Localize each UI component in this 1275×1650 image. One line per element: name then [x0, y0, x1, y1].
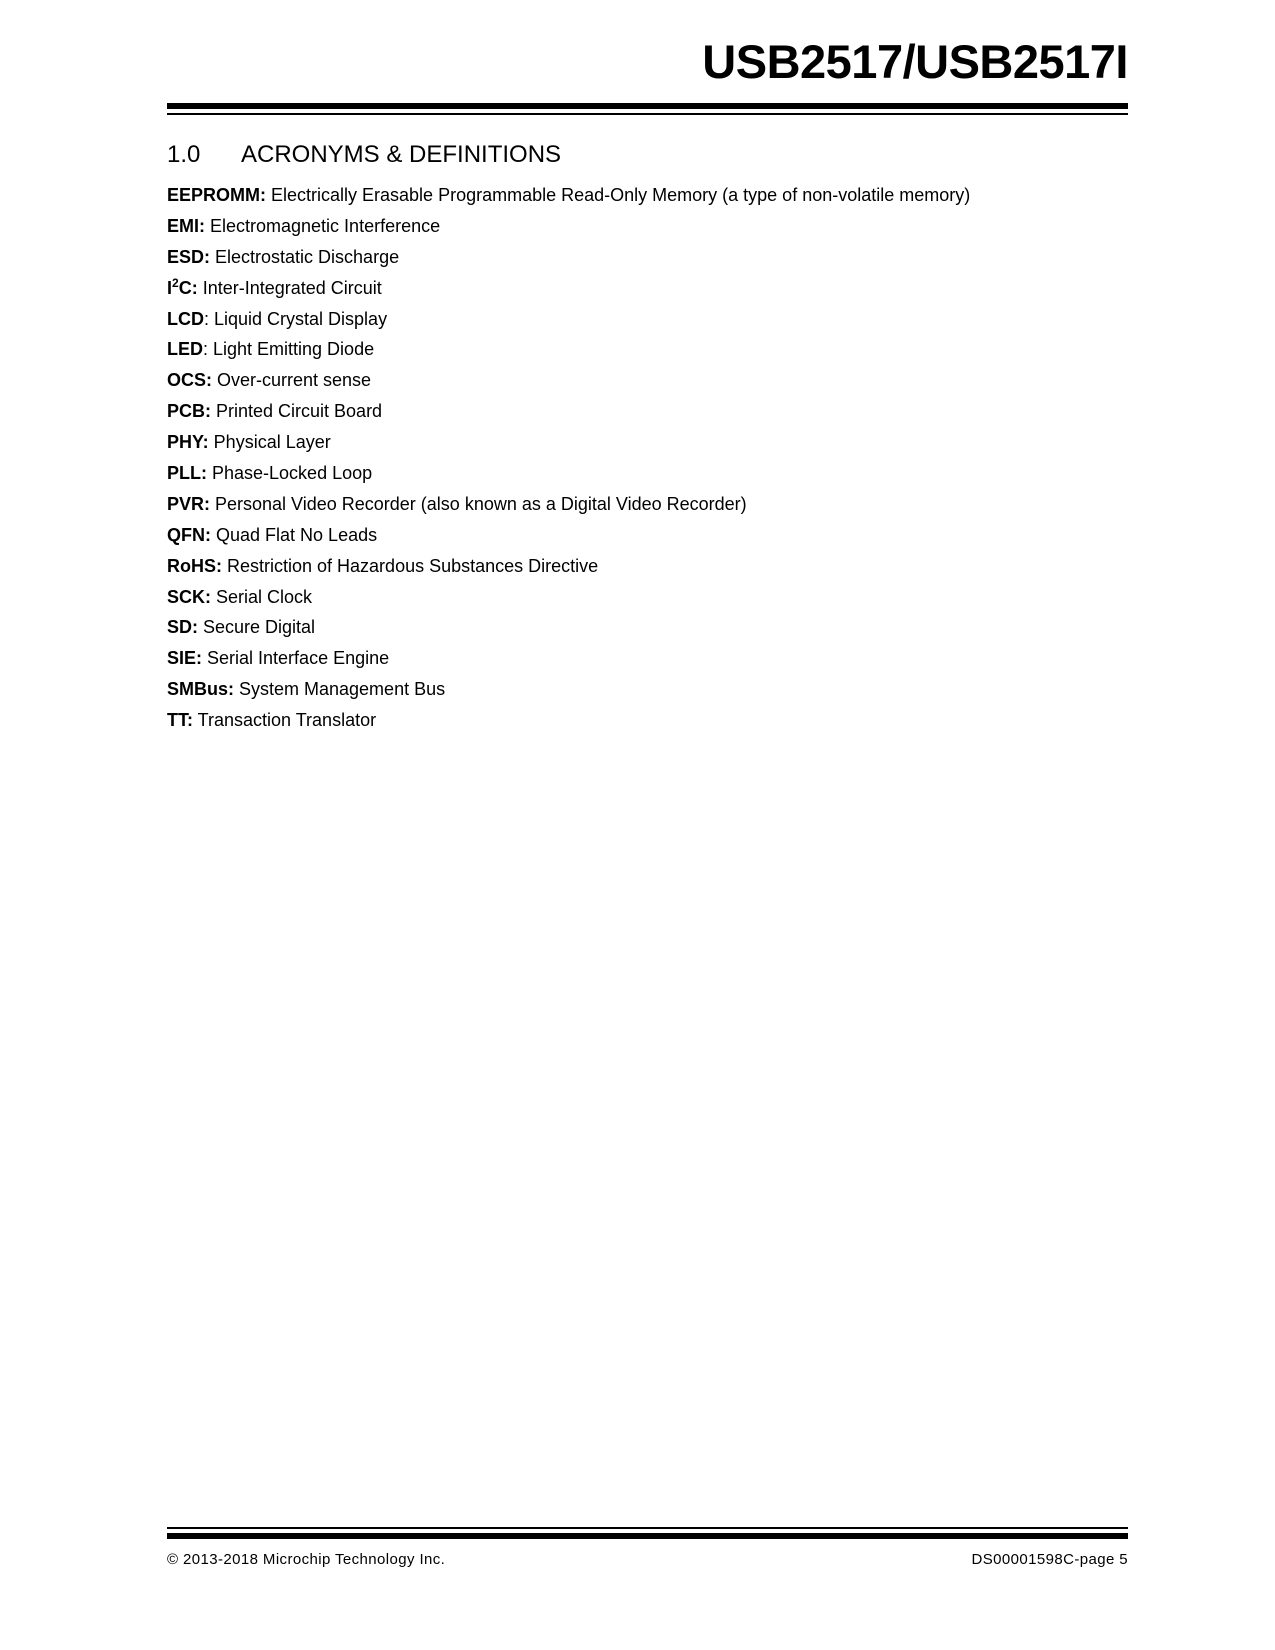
- definition-text: Transaction Translator: [193, 710, 377, 731]
- definition-item: [167, 585, 970, 616]
- definition-item: [167, 337, 970, 368]
- footer-copyright: © 2013-2018 Microchip Technology Inc.: [167, 1551, 446, 1568]
- definition-text: Printed Circuit Board: [211, 401, 383, 422]
- definition-term: EMI:: [167, 215, 205, 236]
- definition-term: [167, 275, 198, 298]
- definition-term: PLL:: [167, 463, 207, 484]
- definition-item: [167, 646, 970, 677]
- definition-text: Physical Layer: [208, 432, 331, 453]
- definition-item: [167, 245, 970, 276]
- definition-item: [167, 368, 970, 399]
- section-heading: [167, 142, 561, 168]
- definition-term: ESD:: [167, 246, 211, 267]
- definition-text: Serial Clock: [211, 586, 313, 607]
- definition-term: SCK:: [167, 586, 211, 607]
- definition-text: Secure Digital: [198, 617, 316, 638]
- definition-term: SD:: [167, 617, 198, 638]
- definition-item: [167, 307, 970, 338]
- definition-term: SMBus:: [167, 679, 234, 700]
- definition-item: [167, 214, 970, 245]
- definition-text: System Management Bus: [234, 679, 446, 700]
- header-rule-thick: [167, 103, 1128, 109]
- definition-text: Quad Flat No Leads: [211, 524, 378, 545]
- definition-term: RoHS:: [167, 555, 222, 576]
- definition-item: [167, 399, 970, 430]
- term-prefix: I: [167, 277, 173, 298]
- definition-term: PCB:: [167, 401, 211, 422]
- definition-text: Serial Interface Engine: [202, 648, 390, 669]
- definition-item: [167, 677, 970, 708]
- definition-term: TT:: [167, 710, 193, 731]
- definition-item: [167, 492, 970, 523]
- definition-term: PVR:: [167, 493, 211, 514]
- document-title: USB2517/USB2517I: [702, 35, 1128, 88]
- definition-text: Electrostatic Discharge: [210, 246, 400, 267]
- definition-text: : Liquid Crystal Display: [204, 308, 388, 329]
- definition-term: PHY:: [167, 432, 209, 453]
- term-suffix: C:: [178, 277, 198, 298]
- definition-text: Inter-Integrated Circuit: [197, 277, 382, 298]
- definition-text: Personal Video Recorder (also known as a Digital Video Recorder): [210, 493, 747, 514]
- definition-text: Over-current sense: [212, 370, 372, 391]
- definition-item: [167, 430, 970, 461]
- header-rule-thin: [167, 113, 1128, 115]
- definition-term: SIE:: [167, 648, 203, 669]
- definition-item: [167, 615, 970, 646]
- definition-text: Phase-Locked Loop: [207, 463, 373, 484]
- definition-item: [167, 461, 970, 492]
- definition-term: LCD: [167, 308, 204, 329]
- section-number: 1.0: [167, 141, 201, 168]
- definition-item: [167, 183, 970, 214]
- definition-text: Electrically Erasable Programmable Read-Only Memory (a type of non-volatile memory): [266, 185, 971, 205]
- definition-item: [167, 554, 970, 585]
- definition-item: [167, 276, 970, 307]
- footer-page-id: DS00001598C-page 5: [971, 1551, 1128, 1568]
- term-superscript: 2: [172, 275, 179, 290]
- definition-text: Restriction of Hazardous Substances Directive: [222, 555, 599, 576]
- footer-rule-thin: [167, 1527, 1128, 1529]
- definition-item: [167, 708, 970, 739]
- definition-text: Electromagnetic Interference: [205, 215, 441, 236]
- section-title: ACRONYMS & DEFINITIONS: [241, 141, 562, 168]
- definitions-list: [167, 183, 970, 739]
- definition-term: EEPROMM:: [167, 185, 266, 205]
- footer-rule-thick: [167, 1533, 1128, 1539]
- definition-text: : Light Emitting Diode: [203, 339, 375, 360]
- definition-item: [167, 523, 970, 554]
- definition-term: OCS:: [167, 370, 212, 391]
- definition-term: QFN:: [167, 524, 211, 545]
- definition-term: LED: [167, 339, 203, 360]
